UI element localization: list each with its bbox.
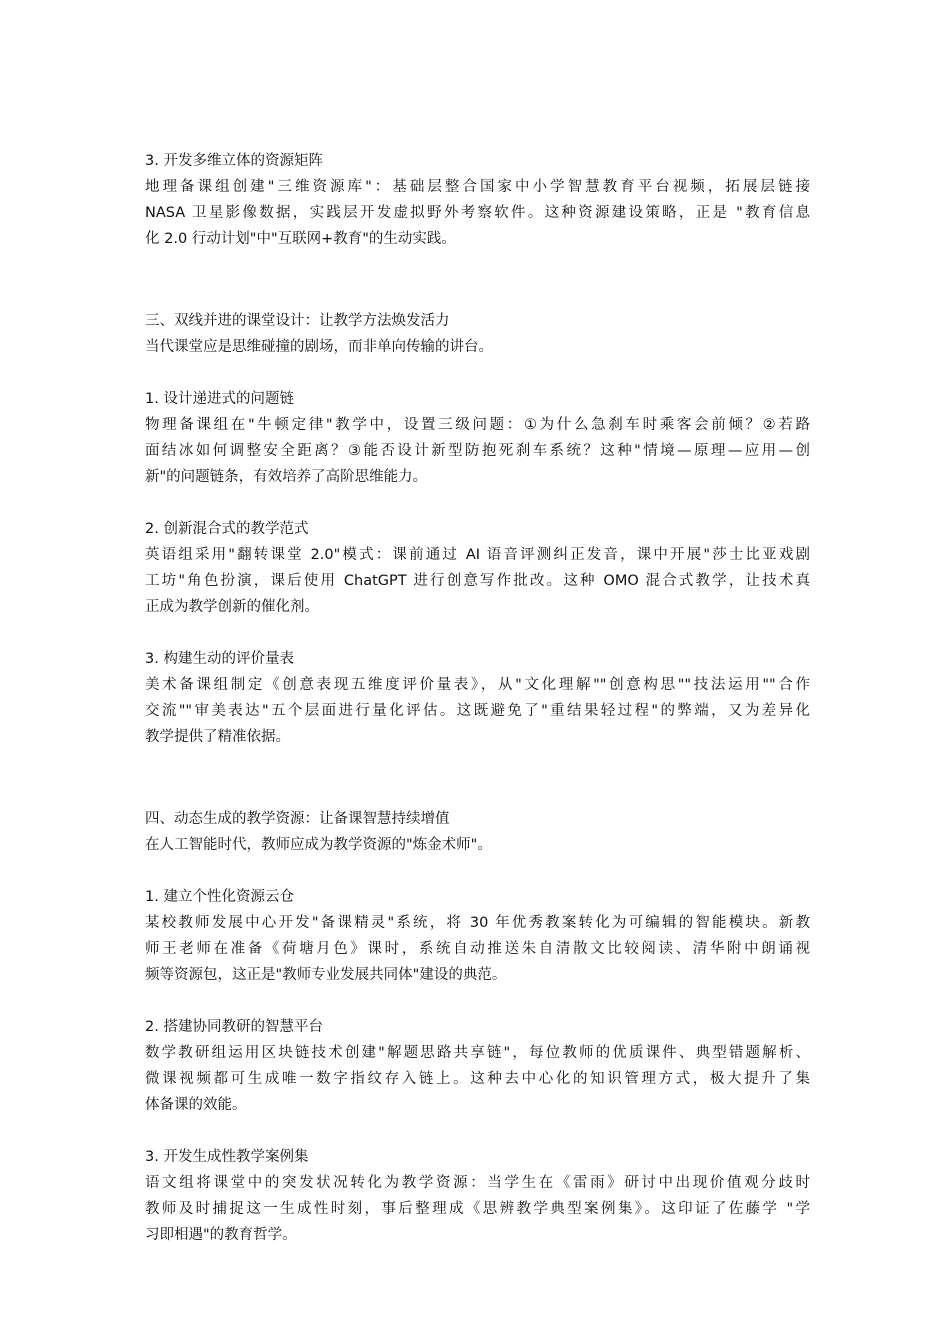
section-title: 三、双线并进的课堂设计：让教学方法焕发活力 [145,313,450,329]
item-heading: 2. 创新混合式的教学范式 [145,521,309,537]
paragraph-line: 体备课的效能。 [145,1097,247,1113]
paragraph-line: 英语组采用"翻转课堂 2.0"模式：课前通过 AI 语音评测纠正发音，课中开展"莎士比亚戏剧 [145,547,810,563]
paragraph-line: 地理备课组创建"三维资源库"：基础层整合国家中小学智慧教育平台视频，拓展层链接 [145,179,810,195]
section-title: 四、动态生成的教学资源：让备课智慧持续增值 [145,811,450,827]
item-heading: 3. 开发多维立体的资源矩阵 [145,153,323,169]
item-heading: 3. 构建生动的评价量表 [145,651,294,667]
paragraph-line: 师王老师在准备《荷塘月色》课时，系统自动推送朱自清散文比较阅读、清华附中朗诵视 [145,941,810,957]
item-heading: 2. 搭建协同教研的智慧平台 [145,1019,323,1035]
paragraph-line: 工坊"角色扮演，课后使用 ChatGPT 进行创意写作批改。这种 OMO 混合式教学，让技术真 [145,573,810,589]
paragraph-line: 交流""审美表达"五个层面进行量化评估。这既避免了"重结果轻过程"的弊端，又为差异化 [145,703,810,719]
section-intro: 在人工智能时代，教师应成为教学资源的"炼金术师"。 [145,837,492,853]
paragraph-line: 正成为教学创新的催化剂。 [145,599,319,615]
section-intro: 当代课堂应是思维碰撞的剧场，而非单向传输的讲台。 [145,339,493,355]
paragraph-line: 面结冰如何调整安全距离？③能否设计新型防抱死刹车系统？这种"情境—原理—应用—创 [145,443,810,459]
paragraph-line: 语文组将课堂中的突发状况转化为教学资源：当学生在《雷雨》研讨中出现价值观分歧时 [145,1175,810,1191]
item-heading: 1. 设计递进式的问题链 [145,391,294,407]
paragraph-line: 物理备课组在"牛顿定律"教学中，设置三级问题：①为什么急刹车时乘客会前倾？②若路 [145,417,810,433]
paragraph-line: 某校教师发展中心开发"备课精灵"系统，将 30 年优秀教案转化为可编辑的智能模块。新教 [145,915,810,931]
paragraph-spacer [145,1118,810,1144]
paragraph-line: NASA 卫星影像数据，实践层开发虚拟野外考察软件。这种资源建设策略，正是 "教育信息 [145,205,810,221]
paragraph-line: 习即相遇"的教育哲学。 [145,1227,297,1243]
paragraph-spacer [145,360,810,386]
paragraph-spacer [145,490,810,516]
paragraph-spacer [145,858,810,884]
paragraph-line: 教师及时捕捉这一生成性时刻，事后整理成《思辨教学典型案例集》。这印证了佐藤学 "学 [145,1201,810,1217]
paragraph-line: 数学教研组运用区块链技术创建"解题思路共享链"，每位教师的优质课件、典型错题解析、 [145,1045,810,1061]
paragraph-spacer [145,620,810,646]
paragraph-line: 微课视频都可生成唯一数字指纹存入链上。这种去中心化的知识管理方式，极大提升了集 [145,1071,810,1087]
paragraph-line: 化 2.0 行动计划"中"互联网+教育"的生动实践。 [145,231,456,247]
paragraph-spacer [145,988,810,1014]
paragraph-line: 新"的问题链条，有效培养了高阶思维能力。 [145,469,428,485]
section-spacer [145,252,810,308]
paragraph-line: 美术备课组制定《创意表现五维度评价量表》，从"文化理解""创意构思""技法运用""合作 [145,677,810,693]
document-body [145,148,810,1248]
paragraph-line: 频等资源包，这正是"教师专业发展共同体"建设的典范。 [145,967,507,983]
paragraph-line: 教学提供了精准依据。 [145,729,290,745]
item-heading: 1. 建立个性化资源云仓 [145,889,294,905]
section-spacer [145,750,810,806]
item-heading: 3. 开发生成性教学案例集 [145,1149,309,1165]
